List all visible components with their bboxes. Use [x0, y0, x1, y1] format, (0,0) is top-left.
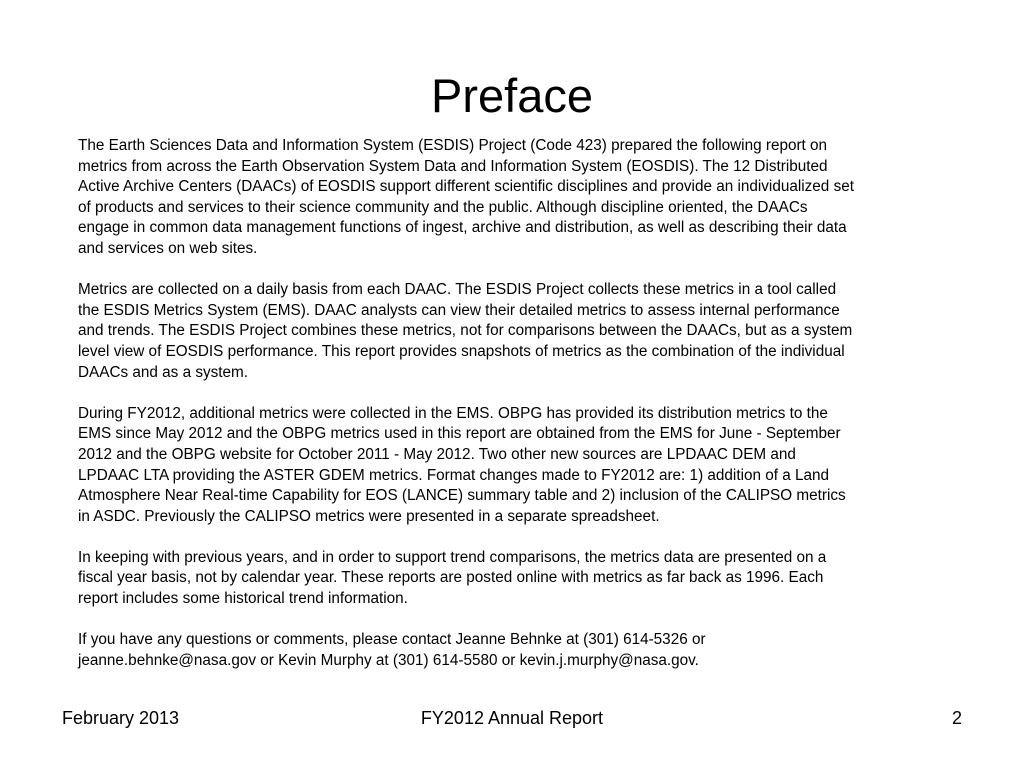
paragraph-metrics-collection: Metrics are collected on a daily basis from each DAAC. The ESDIS Project collects these metrics in a tool called the ESDIS Metrics System (EMS). DAAC analysts can view their detailed metrics to assess internal performance and trends. The ESDIS Project combines these metrics, not for comparisons between the DAACs, but as a system level view of EOSDIS performance. This report provides snapshots of metrics as the combination of the individual DAACs and as a system. [78, 281, 853, 381]
footer-date: February 2013 [62, 708, 180, 728]
slide-title: Preface [431, 69, 593, 122]
paragraph-contact: If you have any questions or comments, please contact Jeanne Behnke at (301) 614-5326 or jeanne.behnke@nasa.gov or Kevin Murphy at (301) 614-5580 or kevin.j.murphy@nasa.gov. [78, 631, 706, 669]
slide-body [78, 136, 958, 671]
paragraph-fy2012-changes: During FY2012, additional metrics were collected in the EMS. OBPG has provided its distribution metrics to the EMS since May 2012 and the OBPG metrics used in this report are obtained from the EMS for June - September 2012 and the OBPG website for October 2011 - May 2012. Two other new sources are LPDAAC DEM and LPDAAC LTA providing the ASTER GDEM metrics. Format changes made to FY2012 are: 1) addition of a Land Atmosphere Near Real-time Capability for EOS (LANCE) summary table and 2) inclusion of the CALIPSO metrics in ASDC. Previously the CALIPSO metrics were presented in a separate spreadsheet. [78, 404, 846, 525]
paragraph-intro: The Earth Sciences Data and Information System (ESDIS) Project (Code 423) prepared the following report on metrics from across the Earth Observation System Data and Information System (EOSDIS). The 12 Distributed Active Archive Centers (DAACs) of EOSDIS support different scientific disciplines and provide an individualized set of products and services to their science community and the public. Although discipline oriented, the DAACs engage in common data management functions of ingest, archive and distribution, as well as describing their data and services on web sites. [78, 137, 854, 257]
footer-report-title: FY2012 Annual Report [420, 708, 604, 728]
paragraph-fiscal-year: In keeping with previous years, and in order to support trend comparisons, the metrics data are presented on a fiscal year basis, not by calendar year. These reports are posted online with metrics as far back as 1996. Each report includes some historical trend information. [78, 548, 827, 608]
footer-page-number: 2 [951, 708, 962, 728]
